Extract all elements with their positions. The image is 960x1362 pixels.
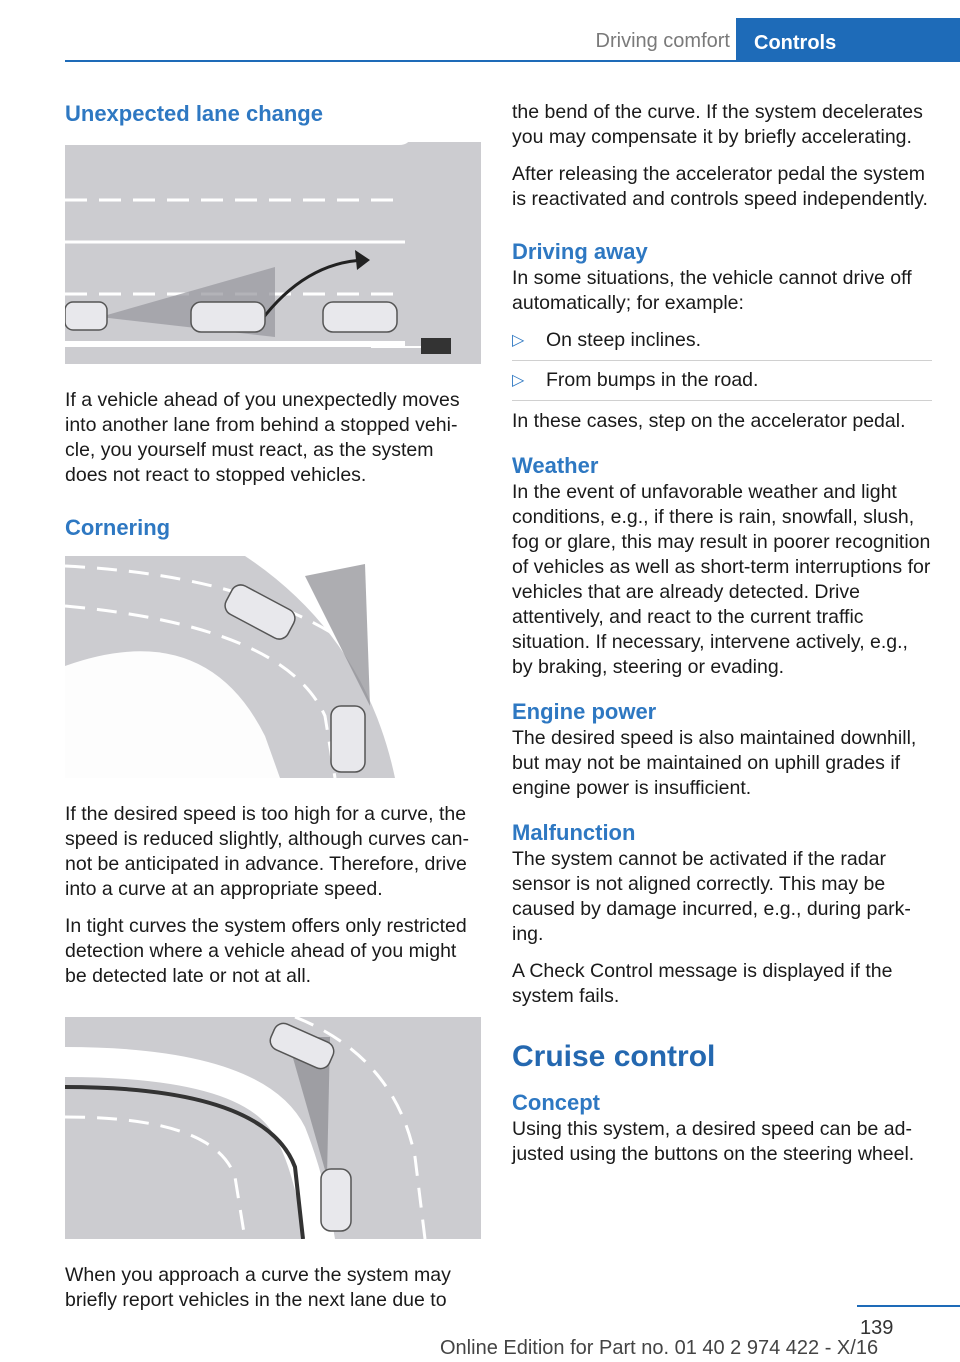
heading-malfunction: Malfunction	[512, 820, 636, 845]
paragraph-accelerator: In these cases, step on the accelerator pedal.	[512, 410, 906, 432]
paragraph-malfunction-1: The system cannot be activated if the radar sensor is not aligned correctly. This may be caused by damage incurred, e.g., during parking.	[512, 848, 911, 945]
driving-away-list	[512, 328, 932, 401]
heading-unexpected-lane-change: Unexpected lane change	[65, 101, 323, 126]
list-item: ▷ From bumps in the road.	[512, 368, 932, 401]
heading-driving-away: Driving away	[512, 239, 648, 264]
page-number: 139	[860, 1317, 894, 1339]
list-item: ▷ On steep inclines.	[512, 328, 932, 361]
paragraph-continued-2: After releasing the accelerator pedal the system is reactivated and controls speed independently.	[512, 163, 928, 210]
paragraph-cornering-2: In tight curves the system offers only restricted detection where a vehicle ahead of you might be detected late or not at all.	[65, 915, 467, 987]
header-section-title: Driving comfort	[595, 30, 730, 52]
header-chapter-tab: Controls	[736, 18, 960, 62]
triangle-bullet-icon: ▷	[512, 332, 525, 349]
edition-footer: Online Edition for Part no. 01 40 2 974 422 - X/16	[440, 1337, 879, 1359]
paragraph-unexpected-lane-change: If a vehicle ahead of you unexpectedly moves into another lane from behind a stopped vehicle, you yourself must react, as the system does not react to stopped vehicles.	[65, 389, 460, 486]
figure-lane-change	[65, 142, 481, 364]
heading-weather: Weather	[512, 453, 599, 478]
paragraph-concept: Using this system, a desired speed can be adjusted using the buttons on the steering wheel.	[512, 1118, 915, 1165]
heading-concept: Concept	[512, 1090, 600, 1115]
right-column	[512, 100, 932, 1179]
triangle-bullet-icon: ▷	[512, 372, 525, 389]
footer-rule	[857, 1305, 960, 1307]
paragraph-approach-curve: When you approach a curve the system may briefly report vehicles in the next lane due to	[65, 1264, 451, 1311]
heading-cruise-control: Cruise control	[512, 1040, 716, 1073]
figure-cornering	[65, 556, 481, 778]
paragraph-continued-1: the bend of the curve. If the system decelerates you may compensate it by briefly accelerating.	[512, 101, 923, 148]
paragraph-driving-away: In some situations, the vehicle cannot drive off automatically; for example:	[512, 267, 912, 314]
left-column	[65, 100, 481, 1325]
paragraph-malfunction-2: A Check Control message is displayed if the system fails.	[512, 960, 893, 1007]
heading-cornering: Cornering	[65, 515, 171, 540]
heading-engine-power: Engine power	[512, 699, 657, 724]
paragraph-cornering-1: If the desired speed is too high for a curve, the speed is reduced slightly, although curves cannot be anticipated in advance. Therefore, drive into a curve at an appropriate speed.	[65, 803, 469, 900]
paragraph-engine-power: The desired speed is also maintained downhill, but may not be maintained on uphill grades if engine power is insufficient.	[512, 727, 917, 799]
paragraph-weather: In the event of unfavorable weather and light conditions, e.g., if there is rain, snowfall, slush, fog or glare, this may result in poorer recognition of vehicles as well as short-term interruptions for vehicles that are already detected. Drive attentively, and react to the current traffic situation. If necessary, intervene actively, e.g., by braking, steering or evading.	[512, 481, 931, 678]
figure-curve-next-lane	[65, 1017, 481, 1239]
